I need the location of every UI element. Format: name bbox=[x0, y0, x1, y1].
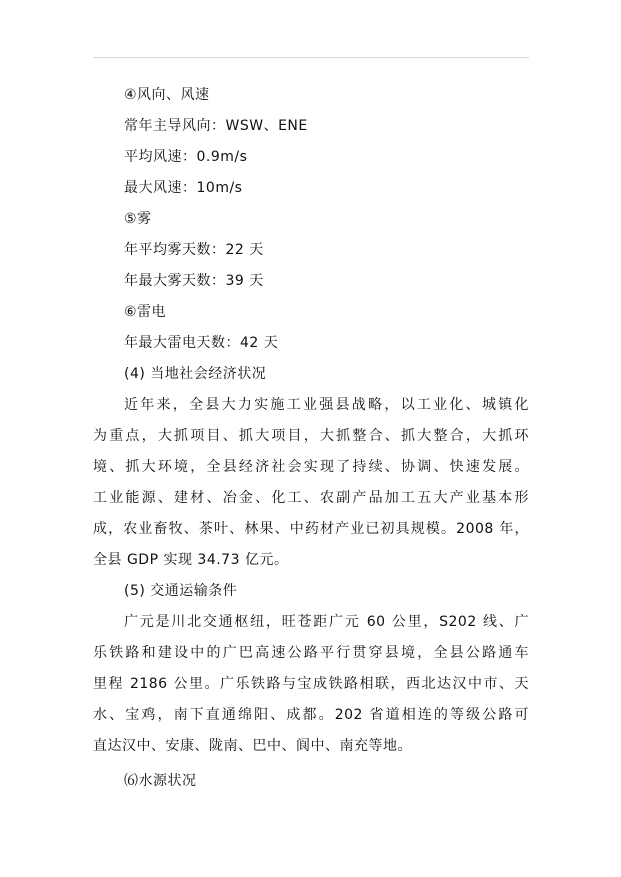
paragraph-economy-line-1: 近年来，全县大力实施工业强县战略，以工业化、城镇化 bbox=[124, 397, 529, 413]
subheading-thunder: ⑥雷电 bbox=[124, 304, 167, 320]
text-line-max-fog-days: 年最大雾天数：39 天 bbox=[124, 273, 264, 289]
paragraph-economy-line-2: 为重点，大抓项目、抓大项目，大抓整合、抓大整合，大抓环 bbox=[93, 428, 529, 444]
subheading-fog: ⑤雾 bbox=[124, 211, 152, 227]
text-line-avg-fog-days: 年平均雾天数：22 天 bbox=[124, 242, 264, 258]
text-line-max-wind-speed: 最大风速：10m/s bbox=[124, 180, 243, 196]
paragraph-economy-line-5: 成，农业畜牧、茶叶、林果、中药材产业已初具规模。2008 年， bbox=[93, 521, 529, 537]
paragraph-transport-line-3: 里程 2186 公里。广乐铁路与宝成铁路相联，西北达汉中市、天 bbox=[93, 676, 529, 692]
paragraph-transport-line-5: 直达汉中、安康、陇南、巴中、阆中、南充等地。 bbox=[93, 738, 412, 754]
paragraph-transport-line-1: 广元是川北交通枢纽，旺苍距广元 60 公里，S202 线、广 bbox=[124, 614, 529, 630]
paragraph-transport-line-4: 水、宝鸡，南下直通绵阳、成都。202 省道相连的等级公路可 bbox=[93, 707, 529, 723]
paragraph-transport-line-2: 乐铁路和建设中的广巴高速公路平行贯穿县境，全县公路通车 bbox=[93, 645, 529, 661]
section-heading-transport: (5) 交通运输条件 bbox=[124, 583, 238, 599]
text-line-avg-wind-speed: 平均风速：0.9m/s bbox=[124, 149, 248, 165]
paragraph-economy-line-3: 境、抓大环境，全县经济社会实现了持续、协调、快速发展。 bbox=[93, 459, 529, 475]
subheading-wind: ④风向、风速 bbox=[124, 87, 210, 103]
section-heading-water: ⑹水源状况 bbox=[124, 773, 197, 789]
paragraph-economy-line-4: 工业能源、建材、冶金、化工、农副产品加工五大产业基本形 bbox=[93, 490, 529, 506]
text-line-wind-direction: 常年主导风向：WSW、ENE bbox=[124, 118, 308, 134]
text-line-max-thunder-days: 年最大雷电天数：42 天 bbox=[124, 335, 279, 351]
paragraph-economy-line-6: 全县 GDP 实现 34.73 亿元。 bbox=[93, 552, 289, 568]
section-heading-economy: (4) 当地社会经济状况 bbox=[124, 366, 267, 382]
header-divider bbox=[93, 57, 529, 58]
